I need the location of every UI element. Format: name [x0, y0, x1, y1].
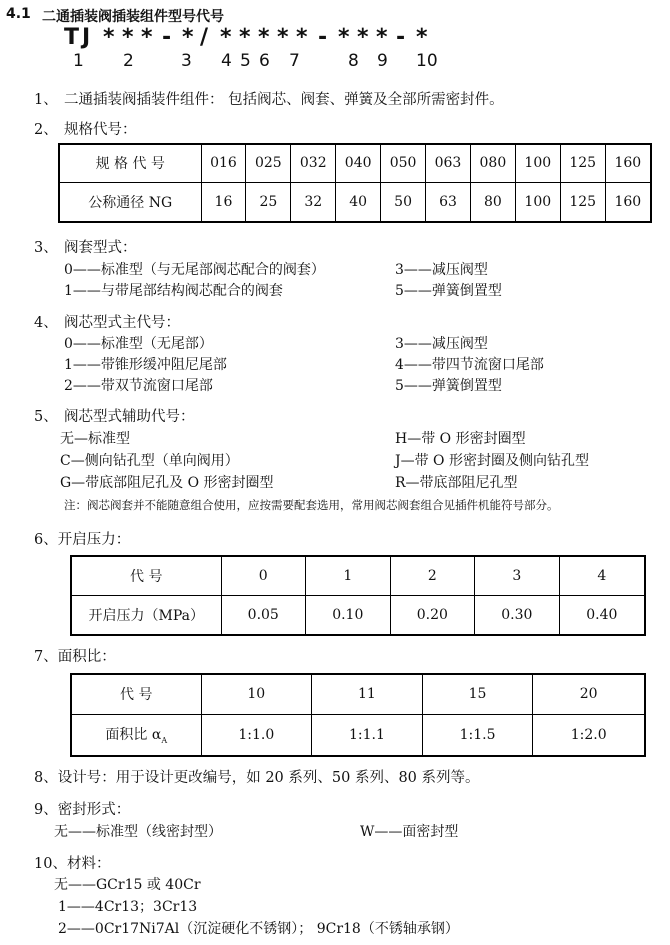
table-row [71, 595, 645, 635]
table-row [71, 556, 645, 595]
table-cell: 32 [291, 182, 336, 222]
table-cell: 025 [246, 144, 291, 182]
table-row [59, 182, 651, 222]
table-cell: 50 [381, 182, 426, 222]
code-char: T [64, 25, 80, 50]
section-3-number: 3、 [34, 240, 58, 256]
table-cell: 016 [201, 144, 246, 182]
table-cell: 80 [470, 182, 515, 222]
table-cell: 3 [475, 556, 560, 595]
list-item: G—带底部阻尼孔及 O 形密封圈型 [60, 475, 274, 491]
opening-pressure-table [70, 555, 646, 636]
code-char: * [258, 25, 270, 50]
code-number: 3 [181, 51, 192, 71]
table-row [71, 714, 645, 756]
section-8-text: 8、设计号：用于设计更改编号，如 20 系列、50 系列、80 系列等。 [34, 770, 480, 786]
code-char: - [162, 25, 172, 50]
table-cell: 0.30 [475, 595, 560, 635]
list-item: 5——弹簧倒置型 [395, 378, 502, 394]
code-char: * [357, 25, 369, 50]
table-cell: 40 [336, 182, 381, 222]
list-item: 无—标准型 [60, 431, 130, 447]
table-cell: 040 [336, 144, 381, 182]
list-item: H—带 O 形密封圈型 [395, 431, 526, 447]
table-header-cell: 公称通径 NG [59, 182, 201, 222]
code-char: / [200, 25, 209, 50]
table-cell: 125 [560, 144, 605, 182]
code-number: 10 [416, 51, 438, 71]
code-number: 7 [289, 51, 300, 71]
table-cell: 0.05 [221, 595, 306, 635]
list-item: 1——与带尾部结构阀芯配合的阀套 [64, 283, 283, 299]
table-cell: 080 [470, 144, 515, 182]
table-cell: 050 [381, 144, 426, 182]
table-cell: 25 [246, 182, 291, 222]
code-char: * [296, 25, 308, 50]
section-2-title: 规格代号： [64, 122, 137, 138]
code-char: * [338, 25, 350, 50]
list-item: 4——带四节流窗口尾部 [395, 357, 544, 373]
code-char: * [141, 25, 153, 50]
code-char: * [122, 25, 134, 50]
table-cell: 1 [306, 556, 391, 595]
table-cell: 1:2.0 [533, 714, 645, 756]
list-item: 2——0Cr17Ni7Al（沉淀硬化不锈钢）； 9Cr18（不锈轴承钢） [58, 921, 459, 937]
area-ratio-table [70, 673, 646, 757]
code-char: * [277, 25, 289, 50]
table-row [71, 674, 645, 714]
table-header-cell: 代 号 [71, 556, 221, 595]
table-cell: 0.20 [390, 595, 475, 635]
table-cell: 16 [201, 182, 246, 222]
table-cell: 20 [533, 674, 645, 714]
code-number: 2 [123, 51, 134, 71]
spec-code-table [58, 143, 652, 223]
table-cell: 0.40 [559, 595, 645, 635]
table-cell: 0.10 [306, 595, 391, 635]
table-cell: 160 [605, 144, 651, 182]
table-header-cell: 规 格 代 号 [59, 144, 201, 182]
table-cell: 100 [515, 182, 560, 222]
list-item: 2——带双节流窗口尾部 [64, 378, 213, 394]
table-cell: 4 [559, 556, 645, 595]
list-item: 1——带锥形缓冲阻尼尾部 [64, 357, 227, 373]
section-4-number: 4、 [34, 315, 58, 331]
code-number: 5 [240, 51, 251, 71]
area-ratio-label: 面积比 α [105, 727, 162, 744]
table-cell: 0 [221, 556, 306, 595]
table-cell: 1:1.5 [422, 714, 533, 756]
code-char: * [376, 25, 388, 50]
list-item: 1——4Cr13；3Cr13 [58, 899, 198, 915]
code-number: 9 [377, 51, 388, 71]
section-number: 4.1 [6, 6, 31, 22]
code-number: 4 [221, 51, 232, 71]
table-cell: 63 [426, 182, 471, 222]
table-header-cell: 代 号 [71, 674, 201, 714]
table-row [59, 144, 651, 182]
table-header-cell [71, 714, 201, 756]
list-item: 3——减压阀型 [395, 262, 488, 278]
table-cell: 100 [515, 144, 560, 182]
section-5-number: 5、 [34, 409, 58, 425]
list-item: 0——标准型（无尾部） [64, 336, 213, 352]
section-7-title: 7、面积比： [34, 649, 116, 665]
section-5-title: 阀芯型式辅助代号： [64, 409, 195, 425]
list-item: W——面密封型 [360, 824, 459, 840]
note: 注：阀芯阀套并不能随意组合使用，应按需要配套选用，常用阀芯阀套组合见插件机能符号部分。 [64, 498, 559, 512]
table-cell: 10 [201, 674, 312, 714]
list-item: 5——弹簧倒置型 [395, 283, 502, 299]
section-1-number: 1、 [34, 92, 58, 108]
table-cell: 2 [390, 556, 475, 595]
code-char: * [239, 25, 251, 50]
table-cell: 063 [426, 144, 471, 182]
code-char: - [396, 25, 406, 50]
list-item: 无——GCr15 或 40Cr [54, 877, 201, 893]
table-cell: 11 [312, 674, 423, 714]
table-cell: 1:1.1 [312, 714, 423, 756]
section-9-title: 9、密封形式： [34, 802, 131, 818]
area-ratio-subscript: A [161, 736, 168, 746]
table-cell: 160 [605, 182, 651, 222]
list-item: 0——标准型（与无尾部阀芯配合的阀套） [64, 262, 325, 278]
code-char: J [82, 25, 91, 50]
table-cell: 032 [291, 144, 336, 182]
code-char: * [103, 25, 115, 50]
section-3-title: 阀套型式： [64, 240, 137, 256]
code-char: * [416, 25, 428, 50]
code-char: - [318, 25, 328, 50]
list-item: 无——标准型（线密封型） [54, 824, 222, 840]
section-10-title: 10、材料： [34, 856, 111, 872]
page-title: 二通插装阀插装组件型号代号 [42, 9, 224, 25]
section-4-title: 阀芯型式主代号： [64, 315, 180, 331]
section-1-text: 二通插装阀插装件组件： 包括阀芯、阀套、弹簧及全部所需密封件。 [64, 92, 504, 108]
list-item: R—带底部阻尼孔型 [395, 475, 518, 491]
list-item: J—带 O 形密封圈及侧向钻孔型 [395, 453, 589, 469]
table-cell: 1:1.0 [201, 714, 312, 756]
list-item: 3——减压阀型 [395, 336, 488, 352]
table-cell: 125 [560, 182, 605, 222]
list-item: C—侧向钻孔型（单向阀用） [60, 453, 239, 469]
code-number: 6 [259, 51, 270, 71]
code-number: 1 [73, 51, 84, 71]
section-6-title: 6、开启压力： [34, 532, 131, 548]
code-char: * [182, 25, 194, 50]
code-number: 8 [348, 51, 359, 71]
table-cell: 15 [422, 674, 533, 714]
code-char: * [220, 25, 232, 50]
table-header-cell: 开启压力（MPa） [71, 595, 221, 635]
section-2-number: 2、 [34, 122, 58, 138]
